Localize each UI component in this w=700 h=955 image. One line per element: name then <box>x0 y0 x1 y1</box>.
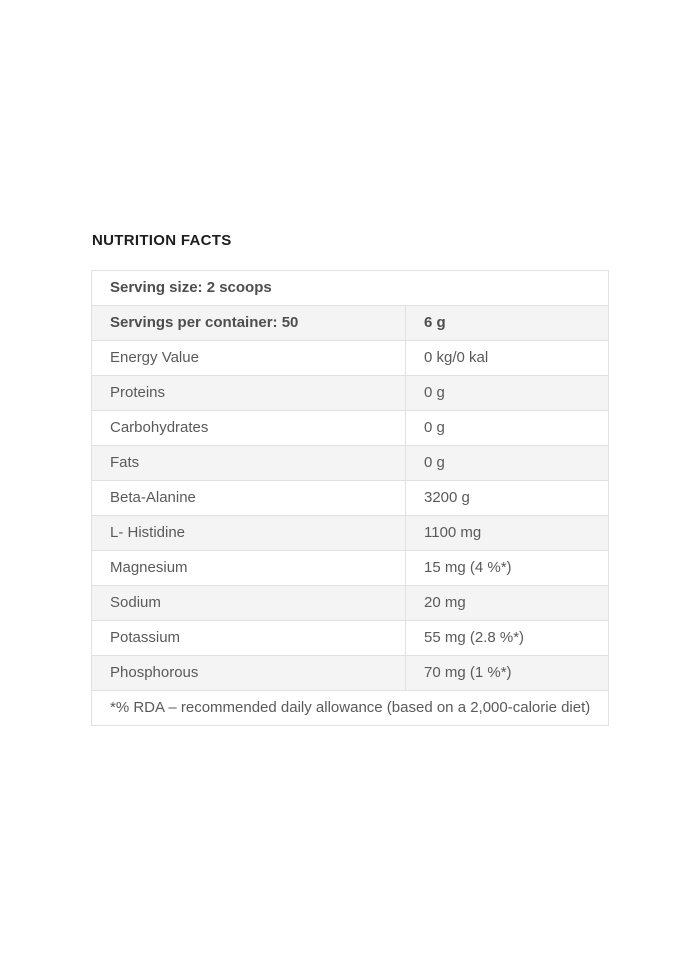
table-row-servings-per-container <box>92 306 609 341</box>
table-row-serving-size <box>92 271 609 306</box>
nutrition-facts-table <box>91 270 609 726</box>
table-row-phosphorous <box>92 656 609 691</box>
nutrient-value-cell: 20 mg <box>406 586 609 621</box>
table-row-magnesium <box>92 551 609 586</box>
nutrient-label-cell: Carbohydrates <box>92 411 406 446</box>
nutrient-value-cell: 3200 g <box>406 481 609 516</box>
nutrient-value-cell: 55 mg (2.8 %*) <box>406 621 609 656</box>
nutrient-value-cell: 1100 mg <box>406 516 609 551</box>
nutrient-value-cell: 70 mg (1 %*) <box>406 656 609 691</box>
nutrient-value-cell: 0 g <box>406 376 609 411</box>
nutrition-facts-heading: NUTRITION FACTS <box>92 232 232 249</box>
nutrient-label-cell: Beta-Alanine <box>92 481 406 516</box>
nutrient-label-cell: L- Histidine <box>92 516 406 551</box>
table-row-sodium <box>92 586 609 621</box>
table-row-proteins <box>92 376 609 411</box>
nutrient-label-cell: Potassium <box>92 621 406 656</box>
nutrient-label-cell: Phosphorous <box>92 656 406 691</box>
nutrient-label-cell: Fats <box>92 446 406 481</box>
serving-size-cell: Serving size: 2 scoops <box>92 271 609 306</box>
nutrient-value-cell: 6 g <box>406 306 609 341</box>
nutrition-facts-section <box>91 233 608 726</box>
table-row-beta-alanine <box>92 481 609 516</box>
table-row-fats <box>92 446 609 481</box>
nutrient-value-cell: 0 g <box>406 411 609 446</box>
nutrient-label-cell: Proteins <box>92 376 406 411</box>
table-row-footnote <box>92 691 609 726</box>
nutrient-label-cell: Magnesium <box>92 551 406 586</box>
nutrient-label-cell: Energy Value <box>92 341 406 376</box>
nutrient-value-cell: 15 mg (4 %*) <box>406 551 609 586</box>
table-row-potassium <box>92 621 609 656</box>
table-row-energy-value <box>92 341 609 376</box>
nutrient-value-cell: 0 kg/0 kal <box>406 341 609 376</box>
rda-footnote-cell: *% RDA – recommended daily allowance (based on a 2,000-calorie diet) <box>92 691 609 726</box>
nutrient-value-cell: 0 g <box>406 446 609 481</box>
nutrient-label-cell: Sodium <box>92 586 406 621</box>
table-row-l-histidine <box>92 516 609 551</box>
nutrient-label-cell: Servings per container: 50 <box>92 306 406 341</box>
table-row-carbohydrates <box>92 411 609 446</box>
